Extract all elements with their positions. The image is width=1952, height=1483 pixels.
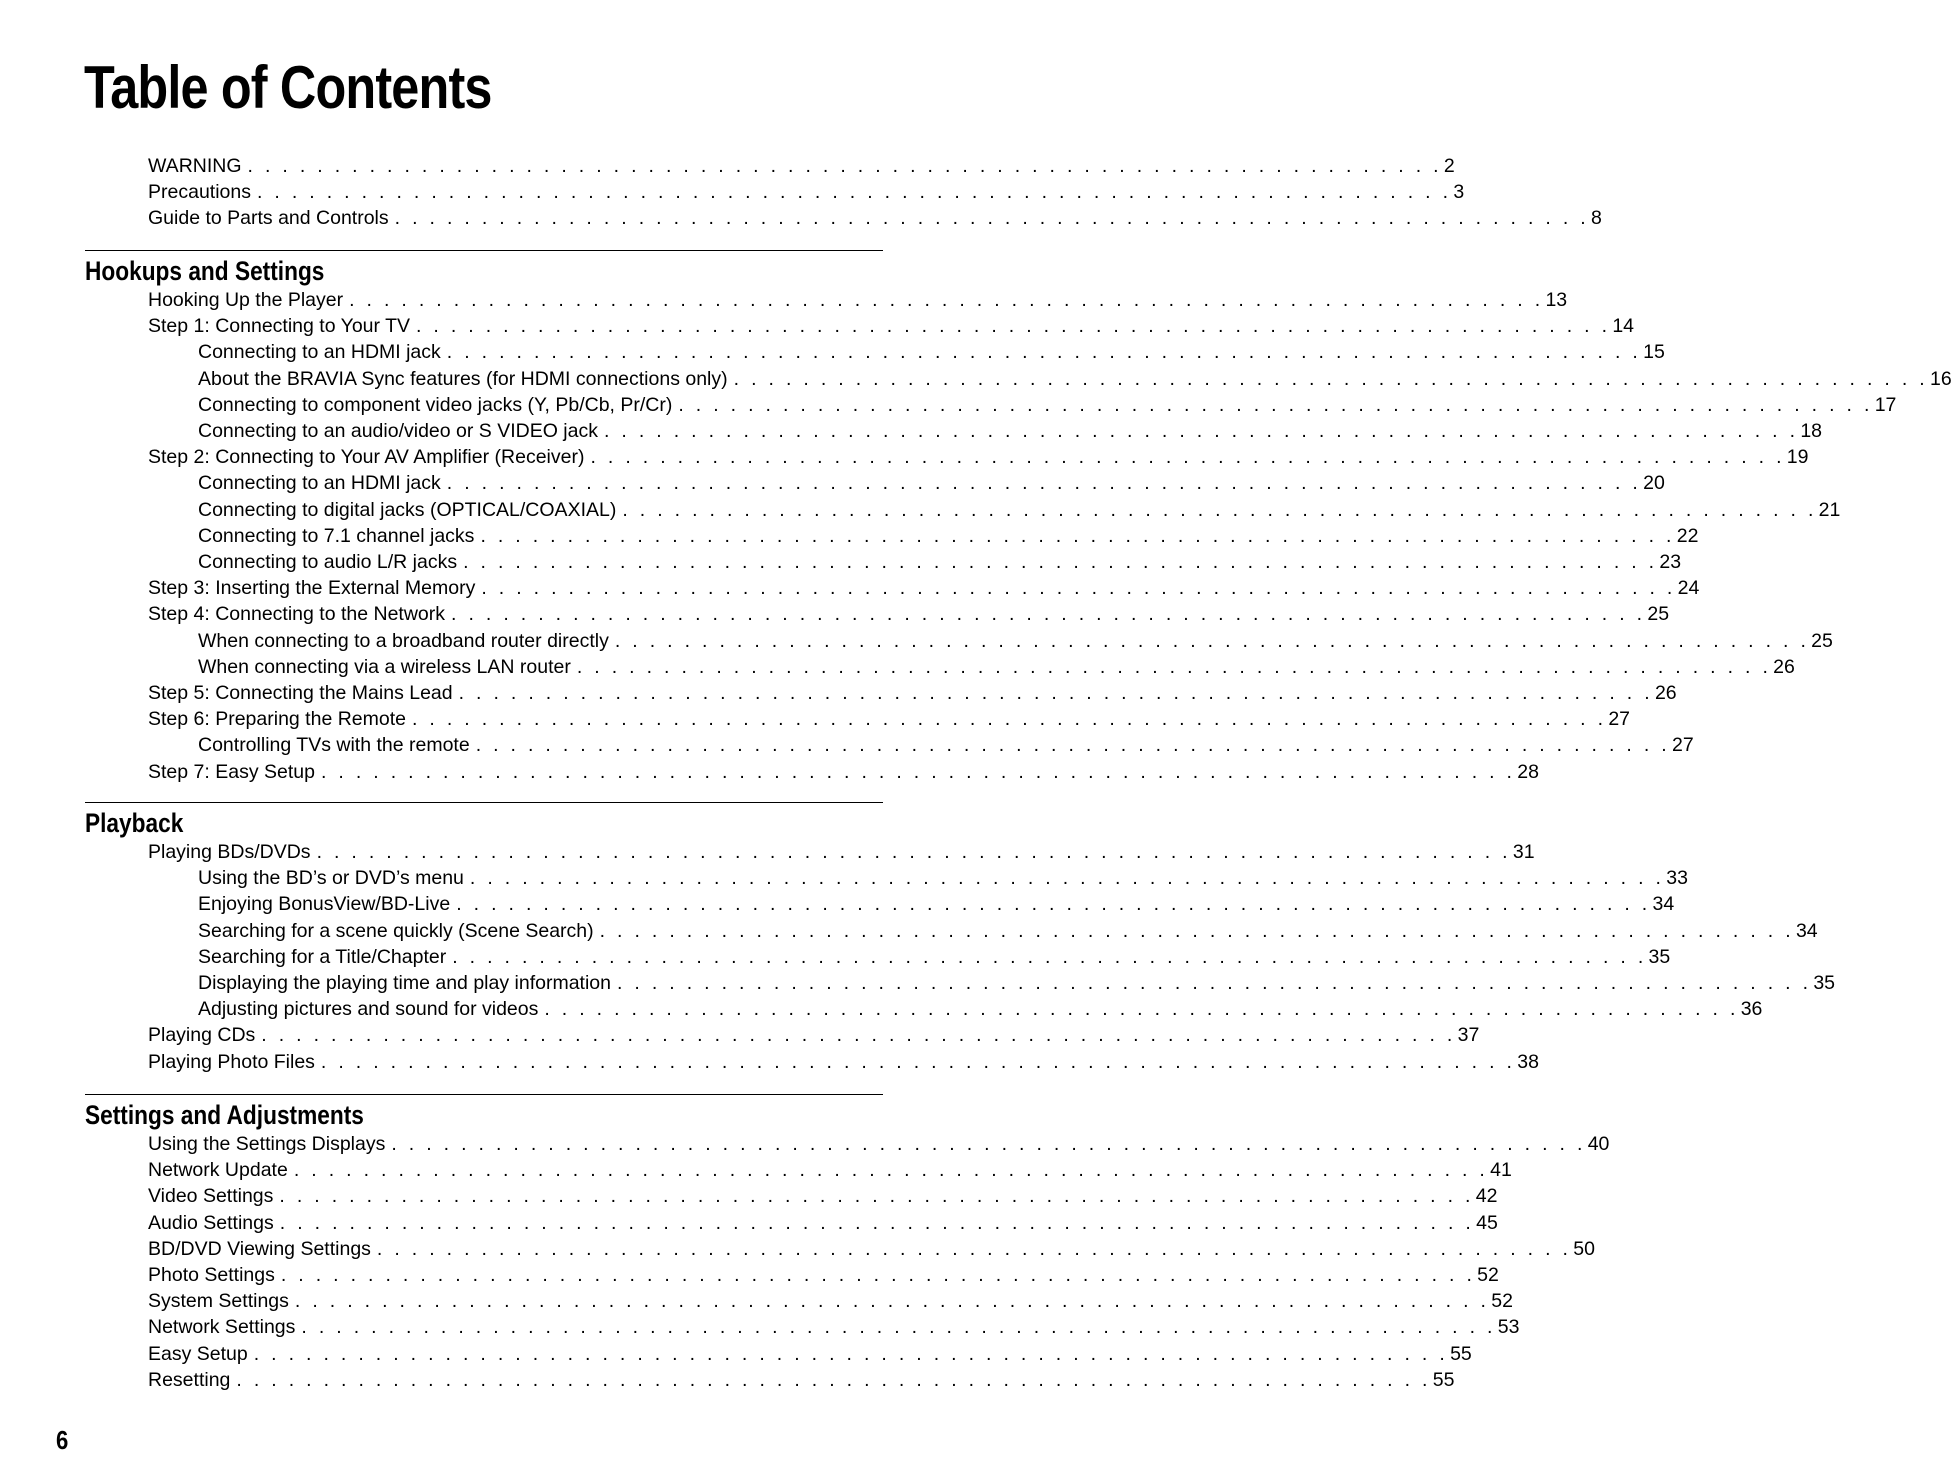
toc-entry[interactable] (198, 392, 1897, 418)
toc-entry-label: Network Settings (148, 1316, 296, 1339)
page-number: 6 (56, 1425, 69, 1455)
toc-entry-page: 24 (1677, 577, 1700, 600)
toc-entry[interactable] (148, 313, 1635, 339)
toc-entry-page: 52 (1477, 1264, 1499, 1286)
toc-entry-page: 14 (1612, 315, 1635, 338)
toc-entry-page: 17 (1874, 393, 1897, 416)
dot-leader: . . . . . . . . . . . . . . . . . . . . . . . . . . . . . . . . . . . . . . . . . . . . . . . . . . . . . . . . . . . . . . . . . . . . . (678, 393, 1873, 416)
toc-entry-label: WARNING (148, 155, 242, 177)
toc-entry-page: 41 (1490, 1159, 1512, 1182)
section-divider (85, 802, 883, 803)
dot-leader: . . . . . . . . . . . . . . . . . . . . . . . . . . . . . . . . . . . . . . . . . . . . . . . . . . . . . . . . . . . . . . . . . . . . . (320, 1050, 1516, 1073)
toc-entry-label: Displaying the playing time and play information (198, 972, 611, 994)
toc-entry-page: 36 (1740, 998, 1763, 1021)
toc-entry[interactable] (148, 601, 1670, 627)
toc-entry-label: Photo Settings (148, 1264, 275, 1286)
toc-entry-page: 52 (1491, 1290, 1513, 1313)
dot-leader: . . . . . . . . . . . . . . . . . . . . . . . . . . . . . . . . . . . . . . . . . . . . . . . . . . . . . . . . . . . . . . . . . . . . . (416, 315, 1611, 338)
dot-leader: . . . . . . . . . . . . . . . . . . . . . . . . . . . . . . . . . . . . . . . . . . . . . . . . . . . . . . . . . . . . . . . . . . . . . (279, 1185, 1474, 1208)
toc-entry-label: Step 1: Connecting to Your TV (148, 315, 410, 338)
dot-leader: . . . . . . . . . . . . . . . . . . . . . . . . . . . . . . . . . . . . . . . . . . . . . . . . . . . . . . . . . . . . . . . . . . . . . (301, 1316, 1496, 1339)
toc-entry-label: Step 4: Connecting to the Network (148, 603, 446, 626)
toc-entry[interactable] (198, 654, 1795, 680)
toc-entry[interactable] (148, 1049, 1539, 1075)
dot-leader: . . . . . . . . . . . . . . . . . . . . . . . . . . . . . . . . . . . . . . . . . . . . . . . . . . . . . . . . . . . . . . . . . . . . . (320, 760, 1516, 783)
toc-entry-page: 55 (1432, 1368, 1455, 1391)
toc-entry-page: 53 (1497, 1316, 1520, 1339)
toc-entry[interactable] (148, 1183, 1498, 1209)
toc-entry[interactable] (148, 575, 1700, 601)
dot-leader: . . . . . . . . . . . . . . . . . . . . . . . . . . . . . . . . . . . . . . . . . . . . . . . . . . . . . . . . . . . . . . . . . . . . . (481, 577, 1676, 600)
toc-entry[interactable] (148, 205, 1602, 231)
toc-entry-label: When connecting to a broadband router directly (198, 629, 609, 652)
toc-entry-page: 42 (1475, 1185, 1498, 1208)
dot-leader: . . . . . . . . . . . . . . . . . . . . . . . . . . . . . . . . . . . . . . . . . . . . . . . . . . . . . . . . . . . . . . . . . . . . . (452, 945, 1647, 968)
page-title: Table of Contents (84, 54, 492, 121)
toc-entry-page: 26 (1654, 682, 1677, 704)
dot-leader: . . . . . . . . . . . . . . . . . . . . . . . . . . . . . . . . . . . . . . . . . . . . . . . . . . . . . . . . . . . . . . . . . . . . . (446, 472, 1642, 495)
toc-entry[interactable] (198, 996, 1763, 1022)
toc-entry-page: 31 (1512, 841, 1535, 863)
toc-entry[interactable] (198, 918, 1818, 944)
dot-leader: . . . . . . . . . . . . . . . . . . . . . . . . . . . . . . . . . . . . . . . . . . . . . . . . . . . . . . . . . . . . . . . . . . . . . (590, 446, 1785, 469)
dot-leader: . . . . . . . . . . . . . . . . . . . . . . . . . . . . . . . . . . . . . . . . . . . . . . . . . . . . . . . . . . . . . . . . . . . . . (376, 1237, 1572, 1260)
dot-leader: . . . . . . . . . . . . . . . . . . . . . . . . . . . . . . . . . . . . . . . . . . . . . . . . . . . . . . . . . . . . . . . . . . . . . (544, 998, 1739, 1021)
toc-entry-label: Step 3: Inserting the External Memory (148, 577, 476, 600)
dot-leader: . . . . . . . . . . . . . . . . . . . . . . . . . . . . . . . . . . . . . . . . . . . . . . . . . . . . . . . . . . . . . . . . . . . . . (316, 841, 1511, 863)
dot-leader: . . . . . . . . . . . . . . . . . . . . . . . . . . . . . . . . . . . . . . . . . . . . . . . . . . . . . . . . . . . . . . . . . . . . . (256, 181, 1452, 204)
dot-leader: . . . . . . . . . . . . . . . . . . . . . . . . . . . . . . . . . . . . . . . . . . . . . . . . . . . . . . . . . . . . . . . . . . . . . (475, 734, 1671, 757)
toc-entry-page: 55 (1450, 1342, 1472, 1365)
dot-leader: . . . . . . . . . . . . . . . . . . . . . . . . . . . . . . . . . . . . . . . . . . . . . . . . . . . . . . . . . . . . . . . . . . . . . (469, 867, 1665, 890)
toc-entry-page: 45 (1476, 1211, 1498, 1234)
toc-entry[interactable] (148, 839, 1535, 865)
toc-entry-label: BD/DVD Viewing Settings (148, 1237, 371, 1260)
dot-leader: . . . . . . . . . . . . . . . . . . . . . . . . . . . . . . . . . . . . . . . . . . . . . . . . . . . . . . . . . . . . . . . . . . . . . (412, 708, 1607, 731)
toc-entry-label: Using the BD’s or DVD’s menu (198, 867, 464, 890)
toc-entry-label: Connecting to audio L/R jacks (198, 551, 458, 573)
dot-leader: . . . . . . . . . . . . . . . . . . . . . . . . . . . . . . . . . . . . . . . . . . . . . . . . . . . . . . . . . . . . . . . . . . . . . (391, 1133, 1586, 1155)
toc-entry-label: Searching for a Title/Chapter (198, 945, 447, 968)
dot-leader: . . . . . . . . . . . . . . . . . . . . . . . . . . . . . . . . . . . . . . . . . . . . . . . . . . . . . . . . . . . . . . . . . . . . . (446, 341, 1642, 364)
toc-entry[interactable] (198, 339, 1665, 365)
toc-entry-label: Adjusting pictures and sound for videos (198, 998, 539, 1021)
toc-entry-page: 13 (1545, 289, 1568, 311)
dot-leader: . . . . . . . . . . . . . . . . . . . . . . . . . . . . . . . . . . . . . . . . . . . . . . . . . . . . . . . . . . . . . . . . . . . . . (603, 420, 1799, 442)
dot-leader: . . . . . . . . . . . . . . . . . . . . . . . . . . . . . . . . . . . . . . . . . . . . . . . . . . . . . . . . . . . . . . . . . . . . . (480, 524, 1675, 547)
toc-entry[interactable] (198, 891, 1675, 917)
toc-entry[interactable] (148, 444, 1809, 470)
toc-entry-page: 20 (1643, 472, 1665, 495)
toc-entry[interactable] (148, 1236, 1595, 1262)
toc-entry-page: 34 (1795, 919, 1818, 942)
dot-leader: . . . . . . . . . . . . . . . . . . . . . . . . . . . . . . . . . . . . . . . . . . . . . . . . . . . . . . . . . . . . . . . . . . . . . (349, 289, 1544, 311)
toc-entry[interactable] (198, 523, 1699, 549)
toc-entry-page: 40 (1587, 1133, 1610, 1155)
toc-entry[interactable] (148, 1131, 1610, 1157)
toc-entry-label: System Settings (148, 1290, 289, 1313)
section-divider (85, 250, 883, 251)
toc-entry-label: Step 5: Connecting the Mains Lead (148, 682, 453, 704)
dot-leader: . . . . . . . . . . . . . . . . . . . . . . . . . . . . . . . . . . . . . . . . . . . . . . . . . . . . . . . . . . . . . . . . . . . . . (463, 551, 1658, 573)
section-heading: Playback (85, 808, 184, 838)
dot-leader: . . . . . . . . . . . . . . . . . . . . . . . . . . . . . . . . . . . . . . . . . . . . . . . . . . . . . . . . . . . . . . . . . . . . . (616, 972, 1812, 994)
toc-entry[interactable] (148, 1288, 1513, 1314)
dot-leader: . . . . . . . . . . . . . . . . . . . . . . . . . . . . . . . . . . . . . . . . . . . . . . . . . . . . . . . . . . . . . . . . . . . . . (253, 1342, 1449, 1365)
toc-entry[interactable] (198, 497, 1841, 523)
dot-leader: . . . . . . . . . . . . . . . . . . . . . . . . . . . . . . . . . . . . . . . . . . . . . . . . . . . . . . . . . . . . . . . . . . . . . (599, 919, 1794, 942)
toc-entry-page: 28 (1517, 760, 1539, 783)
toc-entry[interactable] (148, 759, 1539, 785)
toc-entry-label: About the BRAVIA Sync features (for HDMI connections only) (198, 367, 728, 390)
dot-leader: . . . . . . . . . . . . . . . . . . . . . . . . . . . . . . . . . . . . . . . . . . . . . . . . . . . . . . . . . . . . . . . . . . . . . (458, 682, 1653, 704)
toc-entry-label: Playing Photo Files (148, 1050, 315, 1073)
toc-entry-page: 35 (1813, 972, 1836, 994)
toc-entry-page: 33 (1666, 867, 1688, 890)
toc-entry[interactable] (148, 706, 1631, 732)
toc-entry-page: 26 (1773, 655, 1795, 678)
toc-entry-label: Connecting to component video jacks (Y, Pb/Cb, Pr/Cr) (198, 393, 673, 416)
dot-leader: . . . . . . . . . . . . . . . . . . . . . . . . . . . . . . . . . . . . . . . . . . . . . . . . . . . . . . . . . . . . . . . . . . . . . (576, 655, 1772, 678)
toc-entry[interactable] (148, 1367, 1455, 1393)
toc-entry[interactable] (198, 865, 1688, 891)
toc-entry[interactable] (198, 970, 1836, 996)
toc-entry-label: Using the Settings Displays (148, 1133, 386, 1155)
dot-leader: . . . . . . . . . . . . . . . . . . . . . . . . . . . . . . . . . . . . . . . . . . . . . . . . . . . . . . . . . . . . . . . . . . . . . (280, 1264, 1476, 1286)
toc-entry-page: 38 (1517, 1050, 1539, 1073)
dot-leader: . . . . . . . . . . . . . . . . . . . . . . . . . . . . . . . . . . . . . . . . . . . . . . . . . . . . . . . . . . . . . . . . . . . . . (279, 1211, 1475, 1234)
toc-entry-label: When connecting via a wireless LAN router (198, 655, 571, 678)
toc-entry[interactable] (198, 944, 1671, 970)
toc-entry[interactable] (198, 470, 1665, 496)
toc-entry[interactable] (198, 366, 1952, 392)
toc-entry[interactable] (148, 1210, 1498, 1236)
section-heading: Hookups and Settings (85, 256, 325, 286)
toc-entry-label: Playing CDs (148, 1024, 256, 1047)
toc-entry-label: Network Update (148, 1159, 288, 1182)
toc-entry-label: Resetting (148, 1368, 231, 1391)
toc-entry-label: Easy Setup (148, 1342, 248, 1365)
toc-entry-page: 3 (1453, 181, 1465, 204)
toc-entry-page: 25 (1811, 629, 1833, 652)
toc-entry-label: Searching for a scene quickly (Scene Search) (198, 919, 594, 942)
dot-leader: . . . . . . . . . . . . . . . . . . . . . . . . . . . . . . . . . . . . . . . . . . . . . . . . . . . . . . . . . . . . . . . . . . . . . (622, 498, 1817, 521)
toc-entry-label: Audio Settings (148, 1211, 274, 1234)
toc-entry-page: 35 (1648, 945, 1671, 968)
toc-entry-page: 2 (1443, 155, 1455, 177)
toc-entry-label: Guide to Parts and Controls (148, 207, 389, 230)
toc-entry-page: 25 (1647, 603, 1670, 626)
dot-leader: . . . . . . . . . . . . . . . . . . . . . . . . . . . . . . . . . . . . . . . . . . . . . . . . . . . . . . . . . . . . . . . . . . . . . (456, 893, 1651, 916)
toc-entry-label: Connecting to an audio/video or S VIDEO jack (198, 420, 598, 442)
toc-entry[interactable] (198, 628, 1833, 654)
toc-entry-page: 27 (1672, 734, 1694, 757)
toc-entry-label: Connecting to an HDMI jack (198, 472, 441, 495)
toc-entry-label: Connecting to digital jacks (OPTICAL/COAXIAL) (198, 498, 617, 521)
dot-leader: . . . . . . . . . . . . . . . . . . . . . . . . . . . . . . . . . . . . . . . . . . . . . . . . . . . . . . . . . . . . . . . . . . . . . (394, 207, 1589, 230)
toc-entry[interactable] (148, 1314, 1520, 1340)
toc-entry[interactable] (148, 680, 1677, 706)
dot-leader: . . . . . . . . . . . . . . . . . . . . . . . . . . . . . . . . . . . . . . . . . . . . . . . . . . . . . . . . . . . . . . . . . . . . . (451, 603, 1646, 626)
toc-entry[interactable] (148, 1157, 1512, 1183)
toc-entry-label: Step 7: Easy Setup (148, 760, 315, 783)
toc-entry-page: 27 (1608, 708, 1631, 731)
toc-entry-label: Controlling TVs with the remote (198, 734, 470, 757)
toc-entry-label: Video Settings (148, 1185, 274, 1208)
toc-entry-page: 18 (1800, 420, 1823, 442)
toc-entry-label: Playing BDs/DVDs (148, 841, 311, 863)
toc-entry[interactable] (148, 1262, 1499, 1288)
toc-entry-page: 21 (1818, 498, 1841, 521)
toc-entry-page: 37 (1457, 1024, 1480, 1047)
toc-entry-page: 23 (1659, 551, 1682, 573)
toc-entry-label: Step 2: Connecting to Your AV Amplifier (Receiver) (148, 446, 585, 469)
toc-entry[interactable] (148, 179, 1465, 205)
toc-entry-label: Precautions (148, 181, 251, 204)
toc-entry-page: 19 (1786, 446, 1809, 469)
dot-leader: . . . . . . . . . . . . . . . . . . . . . . . . . . . . . . . . . . . . . . . . . . . . . . . . . . . . . . . . . . . . . . . . . . . . . (293, 1159, 1489, 1182)
toc-entry[interactable] (148, 287, 1568, 313)
dot-leader: . . . . . . . . . . . . . . . . . . . . . . . . . . . . . . . . . . . . . . . . . . . . . . . . . . . . . . . . . . . . . . . . . . . . . (294, 1290, 1490, 1313)
dot-leader: . . . . . . . . . . . . . . . . . . . . . . . . . . . . . . . . . . . . . . . . . . . . . . . . . . . . . . . . . . . . . . . . . . . . . (236, 1368, 1431, 1391)
toc-entry-page: 50 (1573, 1237, 1595, 1260)
dot-leader: . . . . . . . . . . . . . . . . . . . . . . . . . . . . . . . . . . . . . . . . . . . . . . . . . . . . . . . . . . . . . . . . . . . . . (733, 367, 1928, 390)
toc-entry[interactable] (198, 549, 1682, 575)
toc-entry-page: 15 (1643, 341, 1665, 364)
toc-entry-page: 16 (1929, 367, 1952, 390)
toc-entry[interactable] (148, 1341, 1472, 1367)
toc-entry[interactable] (198, 732, 1694, 758)
dot-leader: . . . . . . . . . . . . . . . . . . . . . . . . . . . . . . . . . . . . . . . . . . . . . . . . . . . . . . . . . . . . . . . . . . . . . (261, 1024, 1456, 1047)
dot-leader: . . . . . . . . . . . . . . . . . . . . . . . . . . . . . . . . . . . . . . . . . . . . . . . . . . . . . . . . . . . . . . . . . . . . . (247, 155, 1442, 177)
toc-entry-page: 8 (1590, 207, 1602, 230)
toc-entry[interactable] (148, 1022, 1480, 1048)
toc-entry-label: Enjoying BonusView/BD-Live (198, 893, 451, 916)
toc-entry[interactable] (148, 153, 1455, 179)
toc-entry-label: Connecting to an HDMI jack (198, 341, 441, 364)
toc-entry[interactable] (198, 418, 1823, 444)
section-heading: Settings and Adjustments (85, 1100, 364, 1130)
toc-entry-page: 34 (1652, 893, 1675, 916)
dot-leader: . . . . . . . . . . . . . . . . . . . . . . . . . . . . . . . . . . . . . . . . . . . . . . . . . . . . . . . . . . . . . . . . . . . . . (614, 629, 1810, 652)
toc-entry-page: 22 (1676, 524, 1699, 547)
toc-entry-label: Step 6: Preparing the Remote (148, 708, 406, 731)
toc-entry-label: Hooking Up the Player (148, 289, 344, 311)
section-divider (85, 1094, 883, 1095)
toc-entry-label: Connecting to 7.1 channel jacks (198, 524, 475, 547)
